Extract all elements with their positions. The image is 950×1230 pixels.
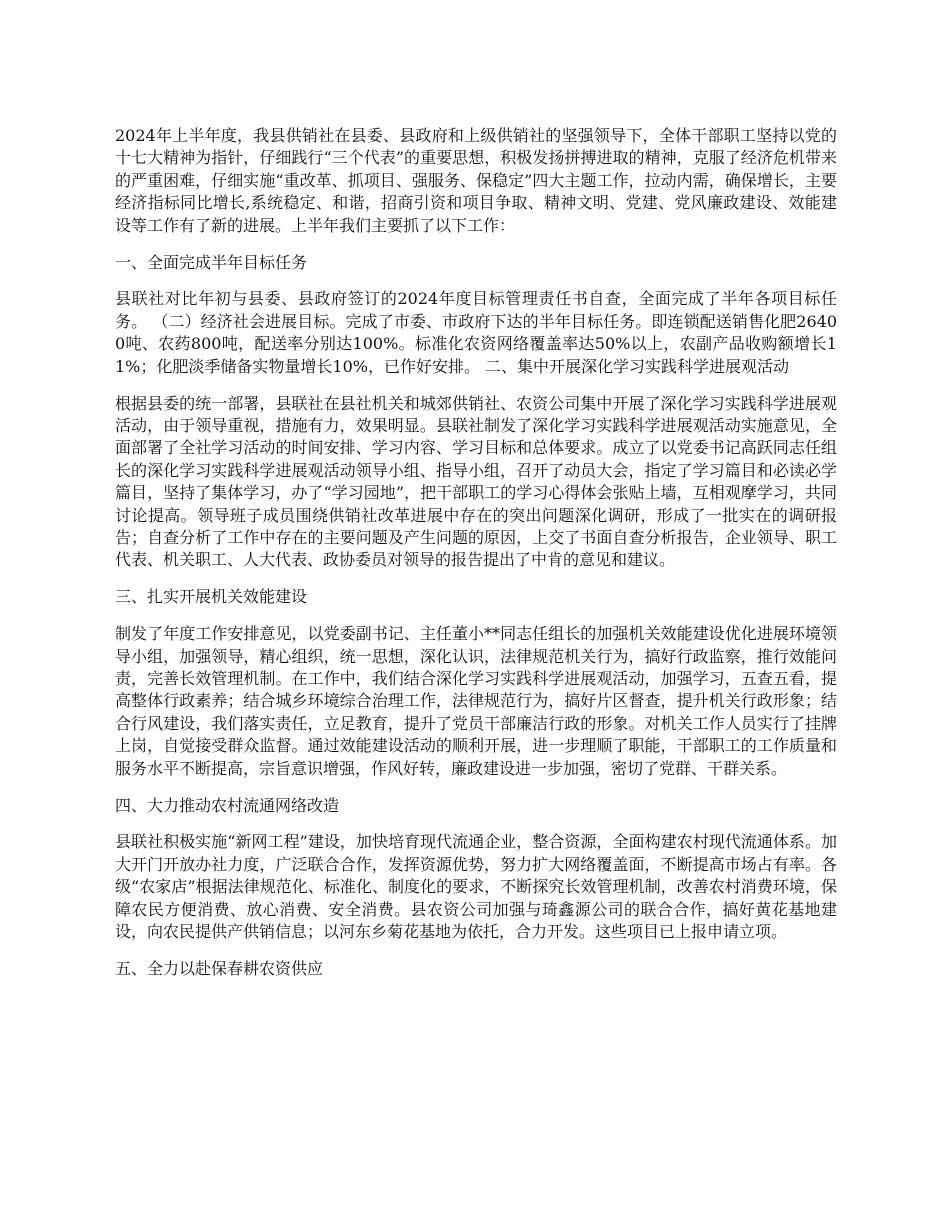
section-1-paragraph: 县联社对比年初与县委、县政府签订的2024年度目标管理责任书自查，全面完成了半年各项目标任务。 （二）经济社会进展目标。完成了市委、市政府下达的半年目标任务。即连锁配送销售化肥26400吨、农药800吨，配送率分别达100%。标准化农资网络覆盖率达50%以上，农副产品收购额增长11%；化肥淡季储备实物量增长10%，已作好安排。 二、集中开展深化学习实践科学进展观活动 [115, 289, 837, 376]
section-3-paragraph: 制发了年度工作安排意见，以党委副书记、主任董小**同志任组长的加强机关效能建设优化进展环境领导小组，加强领导，精心组织，统一思想，深化认识，法律规范机关行为，搞好行政监察，推行效能问责，完善长效管理机制。在工作中，我们结合深化学习实践科学进展观活动，加强学习，五查五看，提高整体行政素养；结合城乡环境综合治理工作，法律规范行为，搞好片区督查，提升机关行政形象；结合行风建设，我们落实责任，立足教育，提升了党员干部廉洁行政的形象。对机关工作人员实行了挂牌上岗，自觉接受群众监督。通过效能建设活动的顺利开展，进一步理顺了职能，干部职工的工作质量和服务水平不断提高，宗旨意识增强，作风好转，廉政建设进一步加强，密切了党群、干群关系。 [115, 624, 837, 778]
section-heading-4: 四、大力推动农村流通网络改造 [115, 795, 340, 815]
document-body [115, 125, 837, 995]
section-heading-5: 五、全力以赴保春耕农资供应 [115, 959, 324, 978]
section-2-paragraph: 根据县委的统一部署，县联社在县社机关和城郊供销社、农资公司集中开展了深化学习实践科学进展观活动，由于领导重视，措施有力，效果明显。县联社制发了深化学习实践科学进展观活动实施意见，全面部署了全社学习活动的时间安排、学习内容、学习目标和总体要求。成立了以党委书记高跃同志任组长的深化学习实践科学进展观活动领导小组、指导小组，召开了动员大会，指定了学习篇目和必读必学篇目，坚持了集体学习，办了“学习园地”，把干部职工的学习心得体会张贴上墙，互相观摩学习，共同讨论提高。领导班子成员围绕供销社改革进展中存在的突出问题深化调研，形成了一批实在的调研报告；自查分析了工作中存在的主要问题及产生问题的原因，上交了书面自查分析报告，企业领导、职工代表、机关职工、人大代表、政协委员对领导的报告提出了中肯的意见和建议。 [115, 393, 837, 570]
section-heading-3: 三、扎实开展机关效能建设 [115, 587, 308, 607]
intro-paragraph: 2024年上半年度，我县供销社在县委、县政府和上级供销社的坚强领导下，全体干部职工坚持以党的十七大精神为指针，仔细践行“三个代表”的重要思想，积极发扬拼搏进取的精神，克服了经济危机带来的严重困难，仔细实施“重改革、抓项目、强服务、保稳定”四大主题工作，拉动内需，确保增长，主要经济指标同比增长,系统稳定、和谐，招商引资和项目争取、精神文明、党建、党风廉政建设、效能建设等工作有了新的进展。上半年我们主要抓了以下工作： [115, 126, 837, 235]
section-heading-1: 一、全面完成半年目标任务 [115, 252, 308, 272]
section-4-paragraph: 县联社积极实施“新网工程”建设，加快培育现代流通企业，整合资源，全面构建农村现代流通体系。加大开门开放办社力度，广泛联合合作，发挥资源优势，努力扩大网络覆盖面，不断提高市场占有率。各级“农家店”根据法律规范化、标准化、制度化的要求，不断探究长效管理机制，改善农村消费环境，保障农民方便消费、放心消费、安全消费。县农资公司加强与琦鑫源公司的联合合作，搞好黄花基地建设，向农民提供产供销信息；以河东乡菊花基地为依托，合力开发。这些项目已上报申请立项。 [115, 832, 837, 942]
